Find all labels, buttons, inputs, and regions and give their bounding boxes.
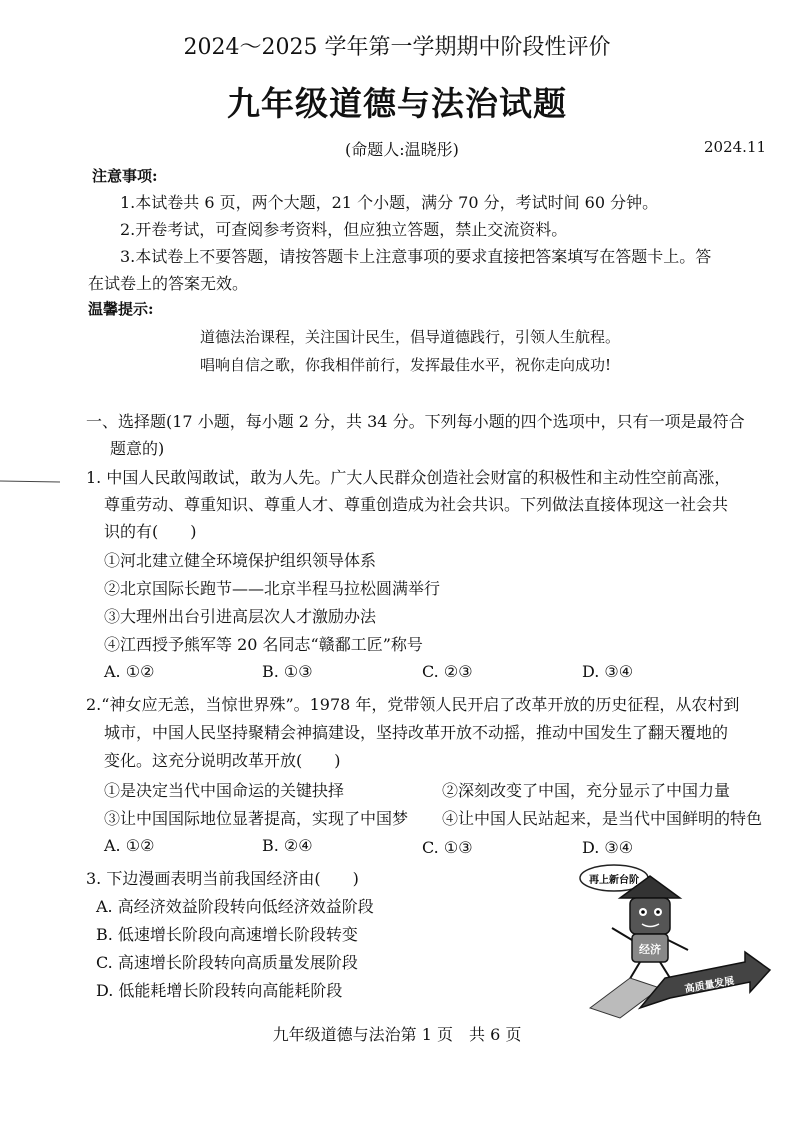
tips-line: 唱响自信之歌，你我相伴前行，发挥最佳水平，祝你走向成功!	[200, 356, 612, 374]
cartoon-arrow-text: 高质量发展	[683, 975, 736, 996]
q2-choice-a: A. ①②	[104, 836, 155, 855]
notice-item: 3.本试卷上不要答题，请按答题卡上注意事项的要求直接把答案填写在答题卡上。答	[120, 247, 712, 266]
q2-stem-line: 变化。这充分说明改革开放( )	[104, 751, 341, 770]
term-title: 2024～2025 学年第一学期期中阶段性评价	[183, 35, 611, 60]
q3-stem: 3. 下边漫画表明当前我国经济由( )	[86, 869, 359, 888]
q2-choice-c: C. ①③	[422, 838, 473, 857]
q2-choice-b: B. ②④	[262, 836, 313, 855]
q3-choice-a: A. 高经济效益阶段转向低经济效益阶段	[96, 897, 374, 916]
scan-mark	[0, 480, 60, 483]
q1-statement: ②北京国际长跑节——北京半程马拉松圆满举行	[104, 579, 441, 598]
q3-choice-c: C. 高速增长阶段转向高质量发展阶段	[96, 953, 358, 972]
q1-statement: ④江西授予熊军等 20 名同志“赣鄱工匠”称号	[104, 635, 423, 654]
q1-choice-d: D. ③④	[582, 662, 634, 681]
tips-heading: 温馨提示:	[88, 300, 154, 318]
q1-stem-line: 1. 中国人民敢闯敢试，敢为人先。广大人民群众创造社会财富的积极性和主动性空前高涨，	[86, 468, 731, 487]
notice-item: 在试卷上的答案无效。	[88, 274, 249, 293]
q3-choice-d: D. 低能耗增长阶段转向高能耗阶段	[96, 981, 343, 1000]
exam-title: 九年级道德与法治试题	[227, 84, 567, 123]
section-heading: 一、选择题(17 小题，每小题 2 分，共 34 分。下列每小题的四个选项中，只有一项是最符合	[86, 412, 745, 431]
q1-statement: ①河北建立健全环境保护组织领导体系	[104, 551, 377, 570]
q1-statement: ③大理州出台引进高层次人才激励办法	[104, 607, 377, 626]
section-heading-cont: 题意的)	[110, 439, 165, 458]
page-footer: 九年级道德与法治第 1 页 共 6 页	[272, 1025, 522, 1044]
tips-line: 道德法治课程，关注国计民生，倡导道德践行，引领人生航程。	[200, 328, 621, 346]
q2-statement: ①是决定当代中国命运的关键抉择	[104, 781, 345, 800]
q1-stem-line: 尊重劳动、尊重知识、尊重人才、尊重创造成为社会共识。下列做法直接体现这一社会共	[104, 495, 729, 514]
q2-stem-line: 城市，中国人民坚持聚精会神搞建设，坚持改革开放不动摇，推动中国发生了翻天覆地的	[104, 723, 729, 742]
cartoon-sign-text: 再上新台阶	[589, 875, 639, 886]
notice-item: 2.开卷考试，可查阅参考资料，但应独立答题，禁止交流资料。	[120, 220, 568, 239]
q1-choice-b: B. ①③	[262, 662, 313, 681]
q1-choice-c: C. ②③	[422, 662, 473, 681]
exam-date: 2024.11	[704, 138, 767, 156]
author-line: (命题人:温晓彤)	[345, 140, 459, 159]
notice-heading: 注意事项:	[92, 167, 158, 185]
q1-stem-line: 识的有( )	[104, 522, 197, 541]
q2-stem-line: 2.“神女应无恙，当惊世界殊”。1978 年，党带领人民开启了改革开放的历史征程，从农村到	[86, 695, 740, 714]
notice-item: 1.本试卷共 6 页，两个大题，21 个小题，满分 70 分，考试时间 60 分钟。	[120, 193, 659, 212]
q2-statement: ③让中国国际地位显著提高，实现了中国梦	[104, 809, 409, 828]
q1-choice-a: A. ①②	[104, 662, 155, 681]
q3-choice-b: B. 低速增长阶段向高速增长阶段转变	[96, 925, 358, 944]
q2-statement: ②深刻改变了中国，充分显示了中国力量	[442, 781, 731, 800]
cartoon-body-text: 经济	[639, 944, 661, 956]
q2-choice-d: D. ③④	[582, 838, 634, 857]
q2-statement: ④让中国人民站起来，是当代中国鲜明的特色	[442, 809, 763, 828]
economy-cartoon	[570, 858, 775, 1023]
